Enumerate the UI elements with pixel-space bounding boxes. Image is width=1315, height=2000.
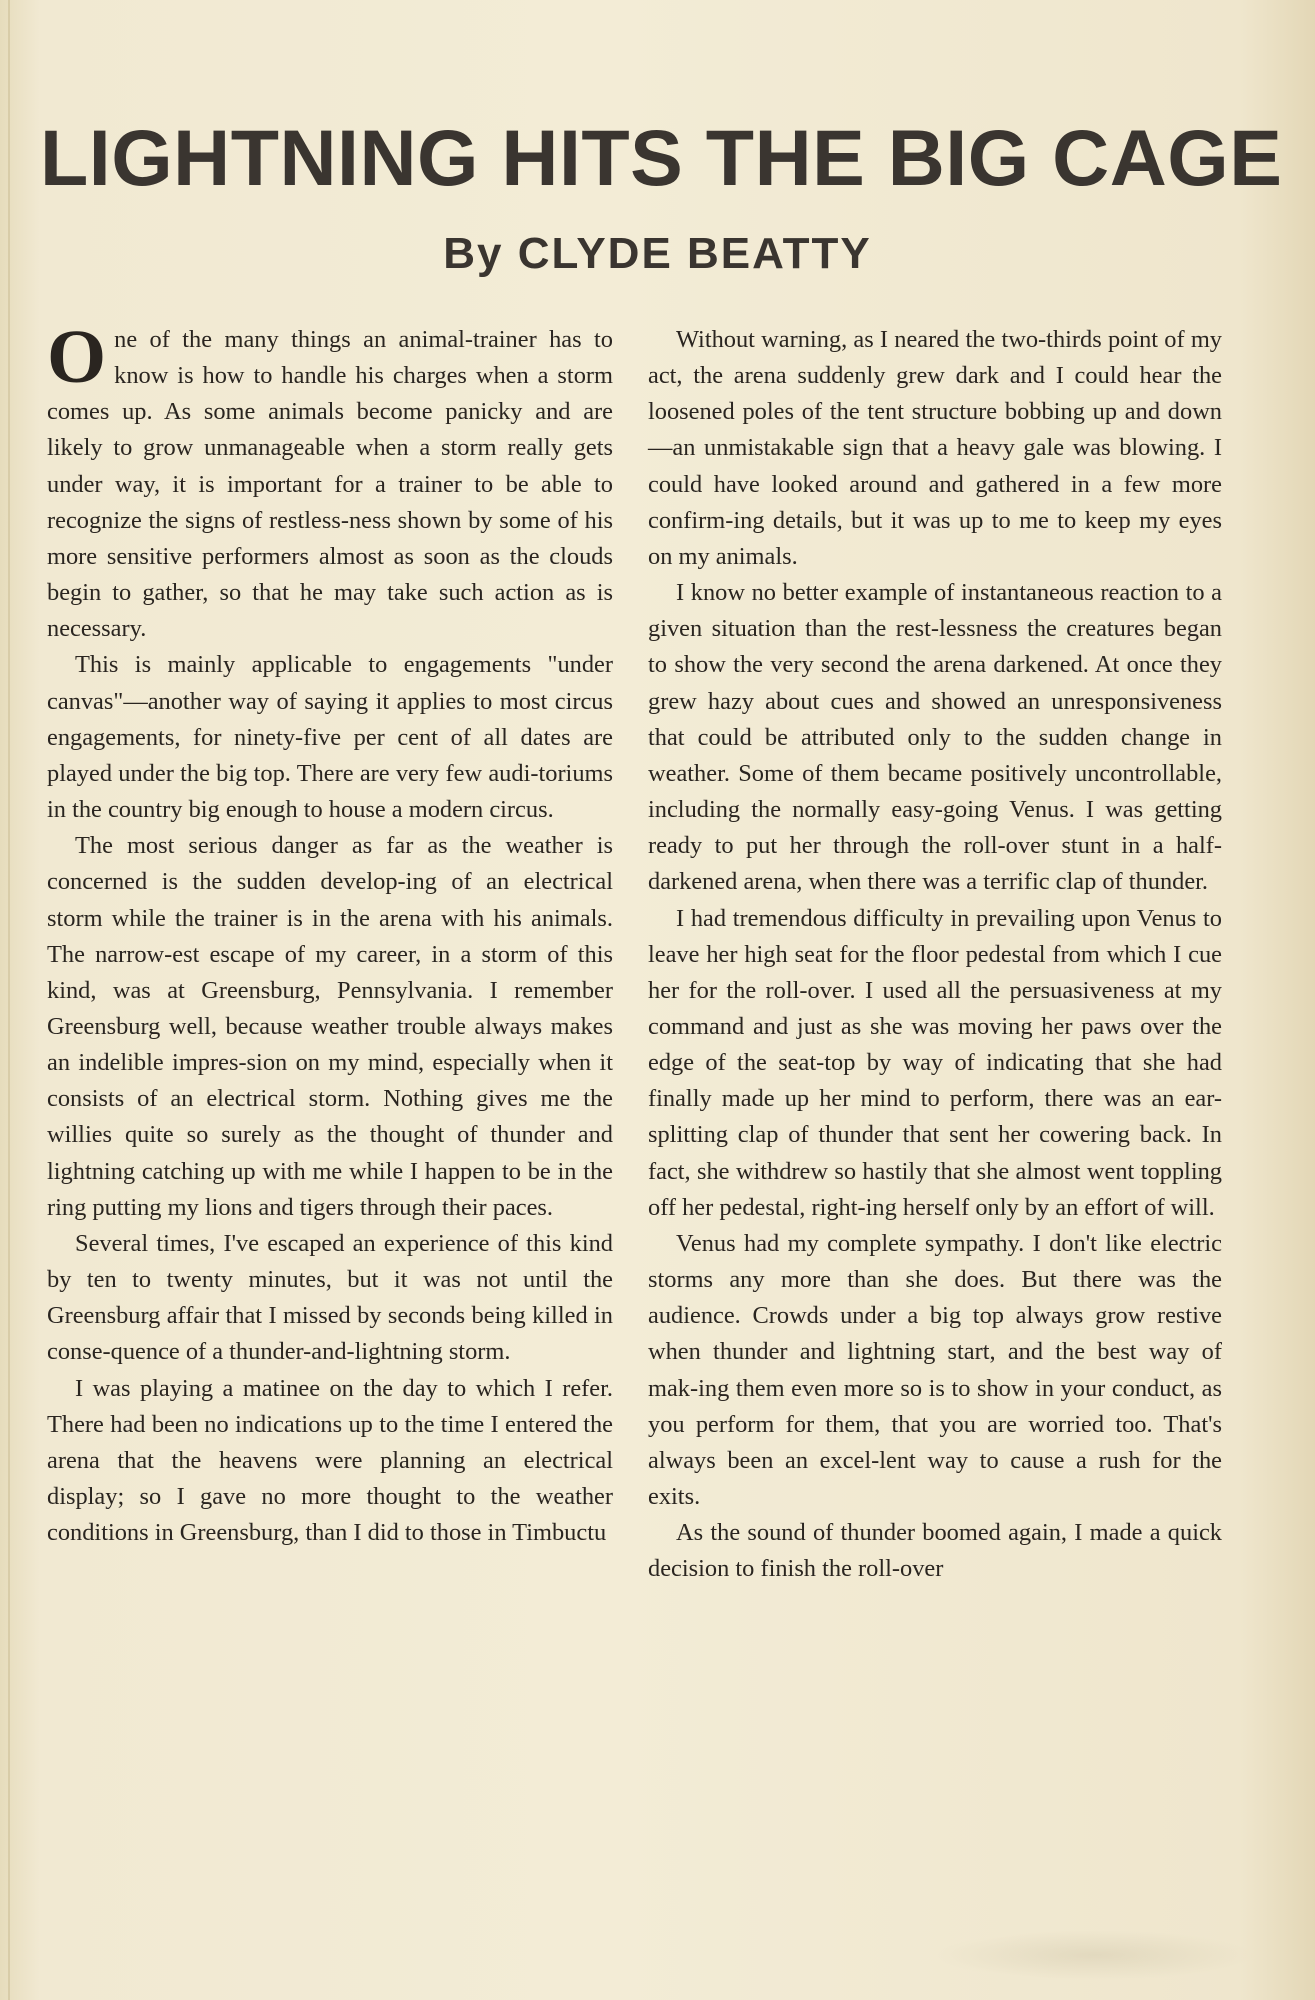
- paragraph: The most serious danger as far as the weather is concerned is the sudden develop-ing of an electrical storm while the trainer is in the arena with his animals. The narrow-est escape of my career, in a storm of this kind, was at Greensburg, Pennsylvania. I remember Greensburg well, because weather trouble always makes an indelible impres-sion on my mind, especially when it consists of an electrical storm. Nothing gives me the willies quite so surely as the thought of thunder and lightning catching up with me while I happen to be in the ring putting my lions and tigers through their paces.: [47, 832, 613, 1221]
- paragraph: This is mainly applicable to engagements "under canvas"—another way of saying it applies to most circus engagements, for ninety-five per cent of all dates are played under the big top. There are very few audi-toriums in the country big enough to house a modern circus.: [47, 651, 613, 824]
- article-title: LIGHTNING HITS THE BIG CAGE: [40, 113, 1283, 202]
- paragraph: I know no better example of instantaneous reaction to a given situation than the rest-lessness the creatures began to show the very second the arena darkened. At once they grew hazy about cues and showed an unresponsiveness that could be attributed only to the sudden change in weather. Some of them became positively uncontrollable, including the normally easy-going Venus. I was getting ready to put her through the roll-over stunt in a half-darkened arena, when there was a terrific clap of thunder.: [648, 579, 1222, 896]
- paragraph: [47, 315, 613, 647]
- paragraph: I was playing a matinee on the day to which I refer. There had been no indications up to the time I entered the arena that the heavens were planning an electrical display; so I gave no more thought to the weather conditions in Greensburg, than I did to those in Timbuctu: [47, 1374, 613, 1547]
- article-byline: By CLYDE BEATTY: [443, 229, 872, 278]
- paper-stain: [935, 1930, 1255, 1980]
- paragraph: As the sound of thunder boomed again, I made a quick decision to finish the roll-over: [648, 1519, 1222, 1583]
- paragraph: I had tremendous difficulty in prevailing upon Venus to leave her high seat for the floor pedestal from which I cue her for the roll-over. I used all the persuasiveness at my command and just as she was moving her paws over the edge of the seat-top by way of indicating that she had finally made up her mind to perform, there was an ear-splitting clap of thunder that sent her cowering back. In fact, she withdrew so hastily that she almost went toppling off her pedestal, right-ing herself only by an effort of will.: [648, 904, 1222, 1221]
- page-edge-shadow: [8, 0, 10, 2000]
- paragraph: Without warning, as I neared the two-thirds point of my act, the arena suddenly grew dark and I could hear the loosened poles of the tent structure bobbing up and down—an unmistakable sign that a heavy gale was blowing. I could have looked around and gathered in a few more confirm-ing details, but it was up to me to keep my eyes on my animals.: [648, 326, 1222, 570]
- paragraph-text: ne of the many things an animal-trainer has to know is how to handle his charges when a storm comes up. As some animals become panicky and are likely to grow unmanageable when a storm really gets under way, it is important for a trainer to be able to recognize the signs of restless-ness shown by some of his more sensitive performers almost as soon as the clouds begin to gather, so that he may take such action as is necessary.: [47, 326, 613, 643]
- drop-cap: O: [47, 315, 107, 399]
- paragraph: Several times, I've escaped an experience of this kind by ten to twenty minutes, but it was not until the Greensburg affair that I missed by seconds being killed in conse-quence of a thunder-and-lightning storm.: [47, 1229, 613, 1366]
- paragraph: Venus had my complete sympathy. I don't like electric storms any more than she does. But there was the audience. Crowds under a big top always grow restive when thunder and lightning start, and the best way of mak-ing them even more so is to show in your conduct, as you perform for them, that you are worried too. That's always been an excel-lent way to cause a rush for the exits.: [648, 1229, 1222, 1510]
- left-column: [47, 315, 613, 1551]
- right-column: [648, 322, 1222, 1587]
